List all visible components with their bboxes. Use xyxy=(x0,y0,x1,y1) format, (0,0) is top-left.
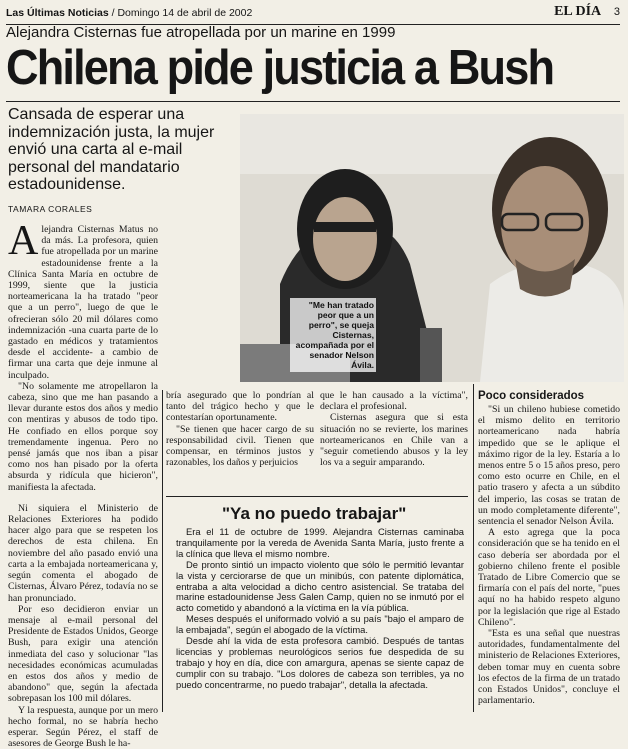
paragraph: A esto agrega que la poca consideración que se ha tenido en el caso debería ser abordada por el gobierno chileno frente el posible Tratado de Libre Comercio que se firmaría con el país del norte, "pues aquí no ha habido respeto alguno por la legislación que rige al Estado Chileno". xyxy=(478,527,620,628)
issue-date: Domingo 14 de abril de 2002 xyxy=(117,7,253,19)
column-divider xyxy=(473,384,474,712)
divider xyxy=(6,101,620,102)
box-title: "Ya no puedo trabajar" xyxy=(222,504,407,523)
paper-name: Las Últimas Noticias xyxy=(6,7,109,19)
deck: Cansada de esperar una indemnización justa, la mujer envió una carta al e-mail personal del mandatario estadounidense. xyxy=(8,106,215,193)
paragraph: "Si un chileno hubiese cometido el mismo delito en territorio norteamericano nada habría impedido que se le aplique el máximo rigor de la ley. Estaría a lo menos entre 5 o 15 años preso, pero como esto ocurre en Chile, en el patio trasero y afecta a un súbdito del imperio, las cosas se tratan de un modo completamente diferente", sentencia el senador Nelson Ávila. xyxy=(478,404,620,528)
masthead xyxy=(6,4,620,25)
paragraph: bría asegurado que lo pondrían al tanto del trágico hecho y que le contestarían oportunamente. xyxy=(166,390,314,424)
byline: TAMARA CORALES xyxy=(8,204,93,214)
paragraph: Era el 11 de octubre de 1999. Alejandra Cisternas caminaba tranquilamente por la vereda de Avenida Santa María, justo frente a la clínica que lleva el mismo nombre. xyxy=(176,526,464,559)
sidebar-subhead: Poco considerados xyxy=(478,390,585,402)
article-column-1 xyxy=(8,218,158,749)
drop-cap: A xyxy=(8,218,39,264)
article-column-2 xyxy=(166,390,314,468)
paragraph: "Se tienen que hacer cargo de su responsabilidad civil. Tienen que compensar, en términos justos y razonables, los daños y perjuicios xyxy=(166,423,314,469)
paragraph: "Esta es una señal que nuestras autoridades, fundamentalmente del ministerio de Relaciones Exteriores, deben tomar muy en cuenta sobre los efectos de la firma de un tratado con Estados Unidos", concluye el parlamentario. xyxy=(478,628,621,707)
paragraph: Por eso decidieron enviar un mensaje al e-mail personal del Presidente de Estados Unidos, George Bush, para exigir una atención inmediata del caso y solucionar "las necesidades económicas acumuladas en estos dos años y medio de abandono" que, según la afectada sobrepasan los 100 mil dólares. xyxy=(8,603,158,705)
column-divider xyxy=(162,390,163,712)
kicker: Alejandra Cisternas fue atropellada por un marine en 1999 xyxy=(6,24,396,41)
paragraph: que le han causado a la víctima", declara el profesional. xyxy=(320,390,468,413)
paragraph: Alejandra Cisternas Matus no da más. La profesora, quien fue atropellada por un marine estadounidense frente a la Clínica Santa María en octubre de 1999, siente que la justicia norteamericana la ha tratado "peor que a un perro", luego de que le ofrecieran sólo 20 mil dólares como indemnización -una cuarta parte de lo gastado en médicos y tratamientos desde el accidente- a cambio de firmar una carta que deje inmune al inculpado. xyxy=(8,218,158,381)
masthead-right xyxy=(554,4,620,20)
photo-caption: "Me han tratado peor que a un perro", se queja Cisternas, acompañada por el senador Nelson Ávila. xyxy=(290,298,376,372)
headline: Chilena pide justicia a Bush xyxy=(6,41,554,95)
paragraph: Desde ahí la vida de esta profesora cambió. Después de tantas licencias y problemas neurológicos serios fue despedida de su trabajo y hoy en día, dice con amargura, apenas se siente capaz de cumplir con su trabajo. "Los dolores de cabeza son terribles, ya no puedo concentrarme, no puedo trabajar", detalla la afectada. xyxy=(176,635,464,690)
paragraph: "No solamente me atropellaron la cabeza, sino que me han pasando a llevar durante estos dos años y medio con mentiras y abusos de todo tipo. He confiado en ellos porque soy tremendamente ingenua. Pero no pensé jamás que nos iban a pisar como nos han pisado por la oferta absurda y ridícula que hicieron", manifiesta la afectada. xyxy=(8,380,158,493)
paragraph: Cisternas asegura que si esta situación no se revierte, los marines norteamericanos en Chile van a "seguir cometiendo abusos y la ley los va a seguir amparando. xyxy=(320,412,468,469)
masthead-left: Las Últimas Noticias / Domingo 14 de abril de 2002 xyxy=(6,7,253,19)
paragraph: Ni siquiera el Ministerio de Relaciones Exteriores ha podido hacer algo para que se respeten los derechos de esta chilena. En noviembre del año pasado envió una carta a la embajada norteamericana y, según comenta el abogado de Cisternas, Álvaro Pérez, todavía no se han pronunciado. xyxy=(8,502,158,604)
paragraph: De pronto sintió un impacto violento que sólo le permitió levantar la vista y cerciorarse de que un minibús, con patente diplomática, entraba a alta velocidad a dicho centro asistencial. Se trataba del marine estadounidense Jess Galen Camp, quien no se inmutó por el acto cometido y abandonó a la víctima en la vía pública. xyxy=(176,558,464,614)
box-text xyxy=(176,527,464,691)
paragraph: Y la respuesta, aunque por un mero hecho formal, no se habría hecho esperar. Según Pérez, el staff de asesores de George Bush le ha- xyxy=(8,704,158,749)
sidebar-column xyxy=(478,404,620,706)
page-number: 3 xyxy=(613,6,620,18)
paragraph: Meses después el uniformado volvió a su país "bajo el amparo de la embajada", según el abogado de la víctima. xyxy=(176,613,464,636)
section-name: EL DÍA xyxy=(554,4,601,19)
article-column-3 xyxy=(320,390,468,468)
